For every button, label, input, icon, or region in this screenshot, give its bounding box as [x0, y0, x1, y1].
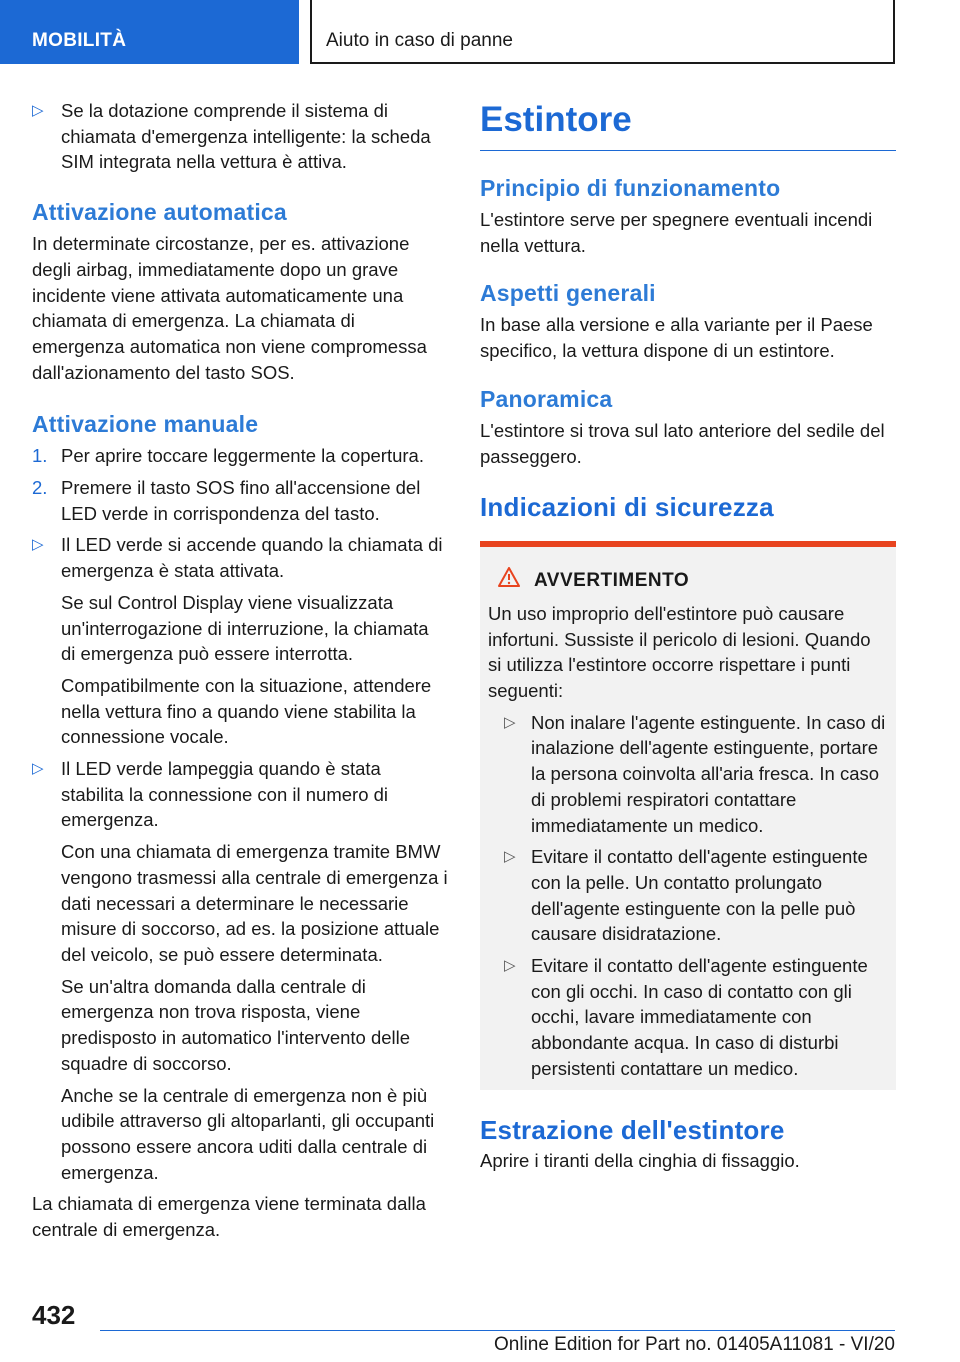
section-label: MOBILITÀ: [32, 30, 127, 51]
led-bullet-2: ▷ Il LED verde lampeggia quando è stata stabilita la connessione con il numero di emergenza.: [32, 758, 389, 831]
closing-text: La chiamata di emergenza viene terminata dalla centrale di emergenza.: [32, 1193, 426, 1241]
page-number: 432: [32, 1300, 76, 1330]
led-bullet-1-p2: Se sul Control Display viene visualizzata un'interrogazione di interruzione, la chiamata di emergenza può essere interrotta.: [61, 591, 429, 665]
chapter-tab: [310, 0, 895, 64]
chapter-label: Aiuto in caso di panne: [326, 30, 513, 51]
extraction-heading: Estrazione dell'estintore: [480, 1114, 785, 1145]
triangle-right-icon: ▷: [504, 713, 516, 731]
step-2: 2. Premere il tasto SOS fino all'accensione del LED verde in corrispondenza del tasto.: [32, 477, 421, 524]
warning-title: AVVERTIMENTO: [488, 567, 888, 595]
overview-text: L'estintore si trova sul lato anteriore del sedile del passeggero.: [480, 419, 885, 467]
warning-text: Un uso improprio dell'estintore può causare infortuni. Sussiste il pericolo di lesioni. Quando si utilizza l'estintore occorre rispettare i punti seguenti:: [488, 602, 871, 702]
triangle-right-icon: ▷: [32, 102, 44, 119]
general-heading: Aspetti generali: [480, 280, 656, 307]
led-bullet-2-p3: Se un'altra domanda dalla centrale di emergenza non trova risposta, viene predisposto in automatico l'intervento delle squadre di soccorso.: [61, 975, 411, 1074]
footer-edition: Online Edition for Part no. 01405A11081 - VI/20: [493, 1334, 895, 1355]
manual-activation-heading: Attivazione manuale: [32, 411, 259, 438]
section-tab: [0, 0, 299, 64]
left-column: [32, 98, 448, 1243]
safety-heading: Indicazioni di sicurezza: [480, 492, 774, 523]
principle-heading: Principio di funzionamento: [480, 175, 781, 201]
warning-item-2: ▷ Evitare il contatto dell'agente estinguente con la pelle. Un contatto prolungato dell'agente estinguente con la pelle può causare disidratazione.: [504, 846, 868, 945]
triangle-right-icon: ▷: [504, 957, 516, 975]
led-bullet-2-p2: Con una chiamata di emergenza tramite BMW vengono trasmessi alla centrale di emergenza i dati necessari a determinare le necessarie misure di soccorso, ad es. la posizione attuale del veicolo, se può essere determinata.: [61, 841, 448, 965]
intro-bullet: ▷ Se la dotazione comprende il sistema di chiamata d'emergenza intelligente: la scheda SIM integrata nella vettura è attiva.: [32, 100, 431, 173]
warning-triangle-icon: [498, 567, 520, 595]
auto-activation-text: In determinate circostanze, per es. attivazione degli airbag, immediatamente dopo un grave incidente viene attivata automaticamente una chiamata di emergenza. La chiamata di emergenza automatica non viene compromessa dall'azionamento del tasto SOS.: [32, 233, 427, 383]
warning-item-3: ▷ Evitare il contatto dell'agente estinguente con gli occhi. In caso di contatto con gli occhi, lavare immediatamente con abbondante acqua. In caso di disturbi persistenti contattare un medico.: [504, 955, 868, 1079]
auto-activation-heading: Attivazione automatica: [32, 199, 287, 226]
right-column: [480, 98, 896, 1173]
triangle-right-icon: ▷: [32, 760, 44, 778]
extraction-text: Aprire i tiranti della cinghia di fissaggio.: [480, 1149, 800, 1171]
triangle-right-icon: ▷: [504, 848, 516, 866]
footer-divider: [100, 1330, 895, 1331]
warning-item-1: ▷ Non inalare l'agente estinguente. In caso di inalazione dell'agente estinguente, portare la persona coinvolta all'aria fresca. In caso di problemi respiratori contattare immediatamente un medico.: [504, 711, 886, 836]
triangle-right-icon: ▷: [32, 536, 44, 554]
overview-heading: Panoramica: [480, 385, 613, 412]
led-bullet-2-p4: Anche se la centrale di emergenza non è più udibile attraverso gli altoparlanti, gli occupanti possono essere ancora uditi dalla centrale di emergenza.: [61, 1084, 435, 1183]
warning-box: [480, 541, 896, 1089]
led-bullet-1: ▷ Il LED verde si accende quando la chiamata di emergenza è stata attivata.: [32, 534, 443, 582]
led-bullet-1-p3: Compatibilmente con la situazione, attendere nella vettura fino a quando viene stabilita la connessione vocale.: [61, 674, 432, 748]
general-text: In base alla versione e alla variante per il Paese specifico, la vettura dispone di un estintore.: [480, 314, 873, 362]
page-title: Estintore: [480, 98, 896, 151]
step-1: 1. Per aprire toccare leggermente la copertura.: [32, 445, 424, 467]
principle-text: L'estintore serve per spegnere eventuali incendi nella vettura.: [480, 209, 873, 256]
